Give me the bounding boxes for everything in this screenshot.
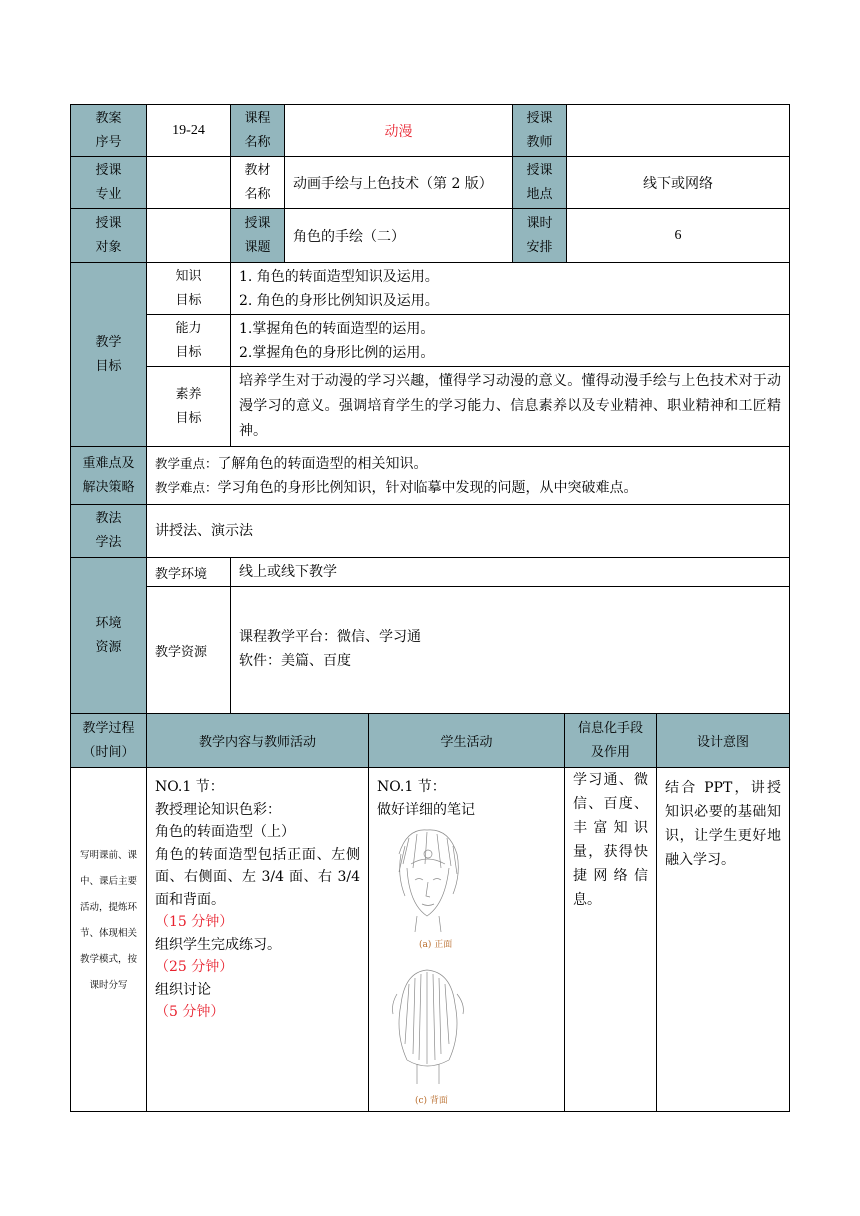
time-3: （5 分钟） xyxy=(155,1004,225,1020)
methods-label: 教法 学法 xyxy=(70,504,147,558)
info-means-cell: 学习通、微信、百度、丰富知识量，获得快捷网络信息。 xyxy=(564,767,657,1112)
student-line: 做好详细的笔记 xyxy=(377,801,475,818)
methods-value: 讲授法、演示法 xyxy=(146,504,790,558)
key-points-content xyxy=(146,446,790,505)
teacher-value xyxy=(566,104,790,157)
course-value: 动漫 xyxy=(284,104,513,157)
time-1: （15 分钟） xyxy=(155,914,234,930)
place-label: 授课 地点 xyxy=(512,156,567,209)
goals-label: 教学 目标 xyxy=(70,262,147,447)
focus-prefix: 教学重点： xyxy=(155,456,218,471)
ability-goal-label: 能力 目标 xyxy=(146,314,231,367)
ability-goal-line: 2.掌握角色的身形比例的运用。 xyxy=(239,345,435,361)
front-face-sketch xyxy=(387,824,467,936)
topic-label: 授课 课题 xyxy=(230,208,285,263)
target-label: 授课 对象 xyxy=(70,208,147,263)
lesson-no-label: 教案 序号 xyxy=(70,104,147,157)
res-content xyxy=(230,586,790,714)
back-hair-sketch xyxy=(387,964,467,1088)
process-col-time: 教学过程 （时间） xyxy=(70,713,147,768)
ability-goal-content xyxy=(230,314,790,367)
res-label: 教学资源 xyxy=(146,586,231,714)
target-value xyxy=(146,208,231,263)
process-col-content: 教学内容与教师活动 xyxy=(146,713,369,768)
practice-line: 组织学生完成练习。 xyxy=(155,936,281,953)
caption-front: (a) 正面 xyxy=(419,940,453,950)
env-label: 教学环境 xyxy=(146,557,231,587)
difficulty-line xyxy=(155,476,781,500)
student-line: NO.1 节： xyxy=(377,779,446,795)
textbook-value: 动画手绘与上色技术（第 2 版） xyxy=(284,156,513,209)
topic-value: 角色的手绘（二） xyxy=(284,208,513,263)
literacy-goal-label: 素养 目标 xyxy=(146,366,231,447)
difficulty-prefix: 教学难点： xyxy=(155,480,218,495)
teacher-activity-cell xyxy=(146,767,369,1112)
focus-line xyxy=(155,452,781,476)
ability-goal-line: 1.掌握角色的转面造型的运用。 xyxy=(239,321,435,337)
time-2: （25 分钟） xyxy=(155,959,234,975)
env-value: 线上或线下教学 xyxy=(230,557,790,587)
knowledge-goal-line: 1. 角色的转面造型知识及运用。 xyxy=(239,269,439,285)
discuss-line: 组织讨论 xyxy=(155,981,211,998)
textbook-label: 教材 名称 xyxy=(230,156,285,209)
design-intent-cell: 结合 PPT，讲授知识必要的基础知识，让学生更好地融入学习。 xyxy=(656,767,790,1112)
major-value xyxy=(146,156,231,209)
res-line: 软件：美篇、百度 xyxy=(239,653,351,669)
knowledge-goal-content xyxy=(230,262,790,315)
environment-label: 环境 资源 xyxy=(70,557,147,714)
side-note: 写明课前、课中、课后主要活动，提炼环节、体现相关教学模式，按课时分写 xyxy=(79,850,137,991)
teacher-paragraph: 角色的转面造型包括正面、左侧面、右侧面、左 3/4 面、右 3/4 面和背面。 xyxy=(155,846,360,908)
process-col-student: 学生活动 xyxy=(368,713,565,768)
side-note-cell xyxy=(70,767,147,1112)
place-value: 线下或网络 xyxy=(566,156,790,209)
teacher-line: 角色的转面造型（上） xyxy=(155,824,295,840)
process-col-info: 信息化手段 及作用 xyxy=(564,713,657,768)
knowledge-goal-label: 知识 目标 xyxy=(146,262,231,315)
hours-value: 6 xyxy=(566,208,790,263)
focus-text: 了解角色的转面造型的相关知识。 xyxy=(217,456,428,472)
major-label: 授课 专业 xyxy=(70,156,147,209)
hours-label: 课时 安排 xyxy=(512,208,567,263)
key-points-label: 重难点及 解决策略 xyxy=(70,446,147,505)
caption-back: (c) 背面 xyxy=(415,1096,448,1106)
teacher-line: 教授理论知识色彩： xyxy=(155,801,281,818)
student-activity-cell xyxy=(368,767,565,1112)
process-col-design: 设计意图 xyxy=(656,713,790,768)
difficulty-text: 学习角色的身形比例知识，针对临摹中发现的问题，从中突破难点。 xyxy=(217,480,638,496)
course-label: 课程 名称 xyxy=(230,104,285,157)
lesson-no-value: 19-24 xyxy=(146,104,231,157)
literacy-goal-content: 培养学生对于动漫的学习兴趣，懂得学习动漫的意义。懂得动漫手绘与上色技术对于动漫学习的意义。强调培育学生的学习能力、信息素养以及专业精神、职业精神和工匠精神。 xyxy=(230,366,790,447)
res-line: 课程教学平台：微信、学习通 xyxy=(239,629,421,645)
knowledge-goal-line: 2. 角色的身形比例知识及运用。 xyxy=(239,293,439,309)
teacher-line: NO.1 节： xyxy=(155,779,224,795)
teacher-label: 授课 教师 xyxy=(512,104,567,157)
